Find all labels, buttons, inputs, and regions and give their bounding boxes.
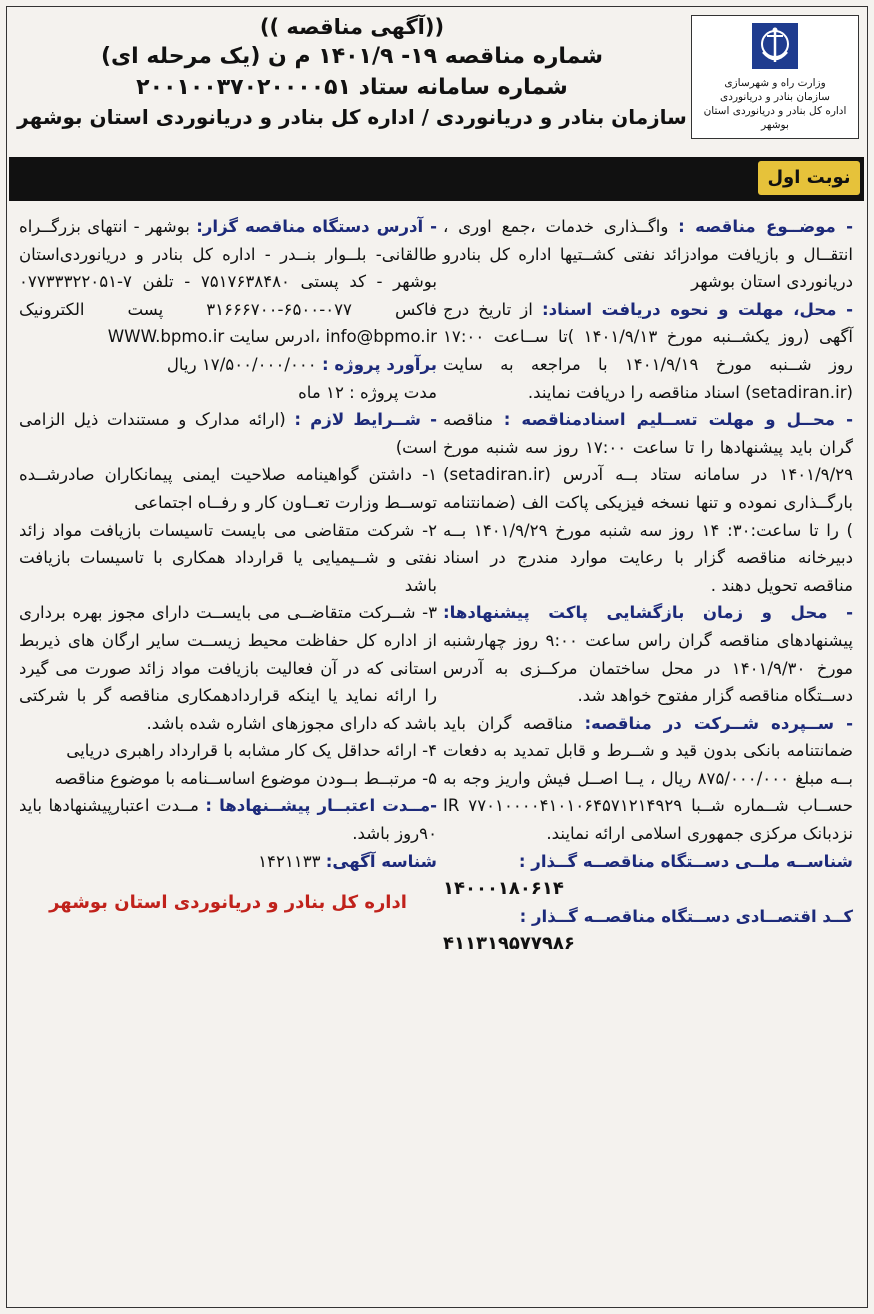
- setad-number: شماره سامانه ستاد ۲۰۰۱۰۰۳۷۰۲۰۰۰۰۵۱: [136, 75, 568, 100]
- submit-text: مناقصه گران باید پیشنهادها را تا ساعت ۱۷:۰۰ روز سه شنبه مورخ ۱۴۰۱/۹/۲۹ در سامانه ستاد بــه آدرس (setadiran.ir) بارگــذاری نموده و تنها نسخه فیزیکی پاکت الف (ضمانتنامه ) را تا ساعت:۳۰: ۱۴ روز سه شنبه مورخ ۱۴۰۱/۹/۲۹ بــه دبیرخانه مناقصه گزار با رعایت موارد مندرج در اسناد مناقصه تحویل دهند .: [443, 410, 854, 595]
- duration-text: مدت پروژه : ۱۲ ماه: [298, 382, 437, 402]
- subject-paragraph: [443, 213, 853, 296]
- address-text: بوشهر - انتهای بزرگــراه طالقانی- بلــوار بنــدر - اداره کل بنادر و دریانوردی‌استان بوشهر - کد پستی ۷۵۱۷۶۳۸۴۸۰ - تلفن ۷-۰۷۷۳۳۳۲۲۰۵۱ فاکس ۰۷۷-۶۵۰۰-۳۱۶۶۶۷۰۰ پست الکترونیک info@bpmo.ir ،ادرس سایت WWW.bpmo.ir: [19, 217, 437, 347]
- estimate-heading: برآورد پروژه :: [321, 354, 437, 374]
- econ-code-value: ۴۱۱۳۱۹۵۷۷۹۸۶: [443, 933, 575, 955]
- docs-text: از تاریخ درج آگهی (روز یکشــنبه مورخ ۱۴۰۱/۹/۱۳ )تا ســاعت ۱۷:۰۰ روز شــنبه مورخ ۱۴۰۱/۹/۱۹ با مراجعه به سایت (setadiran.ir) اسناد مناقصه را دریافت نمایند.: [443, 299, 853, 402]
- ad-id-value: ۱۴۲۱۱۳۳: [258, 851, 326, 871]
- address-heading: - آدرس دستگاه مناقصه گزار:: [196, 217, 437, 236]
- organization-name: سازمان بنادر و دریانوردی / اداره کل بنادر و دریانوردی استان بوشهر: [17, 105, 687, 129]
- national-id-heading: شناســه ملــی دســتگاه مناقصــه گــذار :: [518, 851, 853, 871]
- advertisement-page: [6, 6, 868, 1308]
- address-paragraph: [19, 213, 437, 351]
- condition-4: ۴- ارائه حداقل یک کار مشابه با قرارداد راهبری دریایی: [66, 741, 437, 761]
- opening-paragraph: [443, 599, 853, 709]
- deposit-heading: - ســپرده شــرکت در مناقصه:: [584, 713, 853, 733]
- condition-3: ۳- شــرکت متقاضــی می بایســت دارای مجوز بهره برداری از اداره کل حفاظت محیط زیســت سایر ارگان های ذیربط استانی که در آن فعالیت بازیافت مواد زائد صورت می گیرد را ارائه نماید یا اینکه قراردادهمکاری مناقصه گر با شرکتی باشد که دارای مجوزهای اشاره شده باشد.: [19, 603, 437, 733]
- docs-paragraph: [443, 296, 853, 406]
- ad-id-paragraph: [19, 848, 437, 876]
- header: [7, 7, 867, 155]
- validity-paragraph: [19, 792, 437, 847]
- page-title: ((آگهی مناقصه )): [259, 15, 445, 39]
- deposit-paragraph: [443, 710, 853, 848]
- right-column: [443, 213, 853, 958]
- validity-text: مــدت اعتبارپیشنهادها باید ۹۰روز باشد.: [19, 796, 437, 844]
- deposit-text: مناقصه گران باید ضمانتنامه بانکی بدون قید و شــرط و قابل تمدید به دفعات بــه مبلغ ۸۷۵/۰۰۰/۰۰۰ ریال ، یــا اصــل فیش واریز وجه به حســاب شــماره شــبا IR ۷۷۰۱۰۰۰۰۴۱۰۱۰۶۴۵۷۱۲۱۴۹۲۹ نزدبانک مرکزی جمهوری اسلامی ارائه نمایند.: [443, 713, 853, 844]
- condition-1: ۱- داشتن گواهینامه صلاحیت ایمنی پیمانکاران صادرشــده توســط وزارت تعــاون کار و رفــاه اجتماعی: [19, 465, 437, 512]
- anchor-emblem-icon: [751, 22, 799, 70]
- turn-banner: [9, 157, 864, 201]
- ad-id-heading: شناسه آگهی:: [325, 851, 437, 871]
- turn-badge: نوبت اول: [758, 161, 860, 195]
- logo-line-ministry: وزارت راه و شهرسازی: [724, 77, 826, 89]
- ministry-logo-box: [691, 15, 859, 139]
- estimate-text: ۱۷/۵۰۰/۰۰۰/۰۰۰ ریال: [166, 354, 322, 374]
- condition-2: ۲- شرکت متقاضی می بایست تاسیسات بازیافت مواد زائد نفتی و شــیمیایی یا قرارداد همکاری با تاسیسات بازیافت باشد: [19, 520, 437, 595]
- left-column: [19, 213, 437, 917]
- submit-paragraph: [443, 406, 853, 599]
- national-id-value: ۱۴۰۰۰۱۸۰۶۱۴: [443, 878, 564, 900]
- tender-number: شماره مناقصه ۱۹- ۱۴۰۱/۹ م ن (یک مرحله ای): [100, 44, 604, 69]
- subject-heading: - موضــوع مناقصه :: [678, 217, 853, 236]
- subject-text: واگــذاری خدمات ،جمع اوری ، انتقــال و بازیافت موادزائد نفتی کشــتیها اداره کل بنادرو دریانوردی استان بوشهر: [443, 217, 853, 292]
- national-id-paragraph: [443, 848, 853, 903]
- logo-line-bureau: اداره کل بنادر و دریانوردی استان بوشهر: [703, 105, 847, 131]
- validity-heading: -مــدت اعتبــار پیشــنهادها :: [205, 796, 438, 816]
- opening-text: پیشنهادهای مناقصه گران راس ساعت ۹:۰۰ روز چهارشنبه مورخ ۱۴۰۱/۹/۳۰ در محل ساختمان مرکــزی به آدرس دســتگاه مناقصه گزار مفتوح خواهد شد.: [443, 630, 853, 706]
- econ-code-paragraph: [443, 903, 853, 958]
- logo-line-organization: سازمان بنادر و دریانوردی: [720, 91, 830, 103]
- header-titles: [17, 13, 687, 132]
- econ-code-heading: کــد اقتصــادی دســتگاه مناقصــه گــذار :: [519, 906, 853, 926]
- opening-heading: - محل و زمان بازگشایی پاکت پیشنهادها:: [443, 603, 853, 623]
- docs-heading: - محل، مهلت و نحوه دریافت اسناد:: [541, 299, 853, 319]
- conditions-text: (ارائه مدارک و مستندات ذیل الزامی است): [19, 410, 437, 457]
- condition-5: ۵- مرتبــط بــودن موضوع اساســنامه با موضوع مناقصه: [54, 768, 437, 788]
- conditions-heading: - شــرایط لازم :: [294, 410, 437, 430]
- conditions-paragraph: [19, 406, 437, 461]
- estimate-paragraph: [19, 351, 437, 379]
- submit-heading: - محــل و مهلت تســلیم اسنادمناقصه :: [503, 410, 853, 430]
- footer-organization: اداره کل بنادر و دریانوردی استان بوشهر: [49, 892, 407, 914]
